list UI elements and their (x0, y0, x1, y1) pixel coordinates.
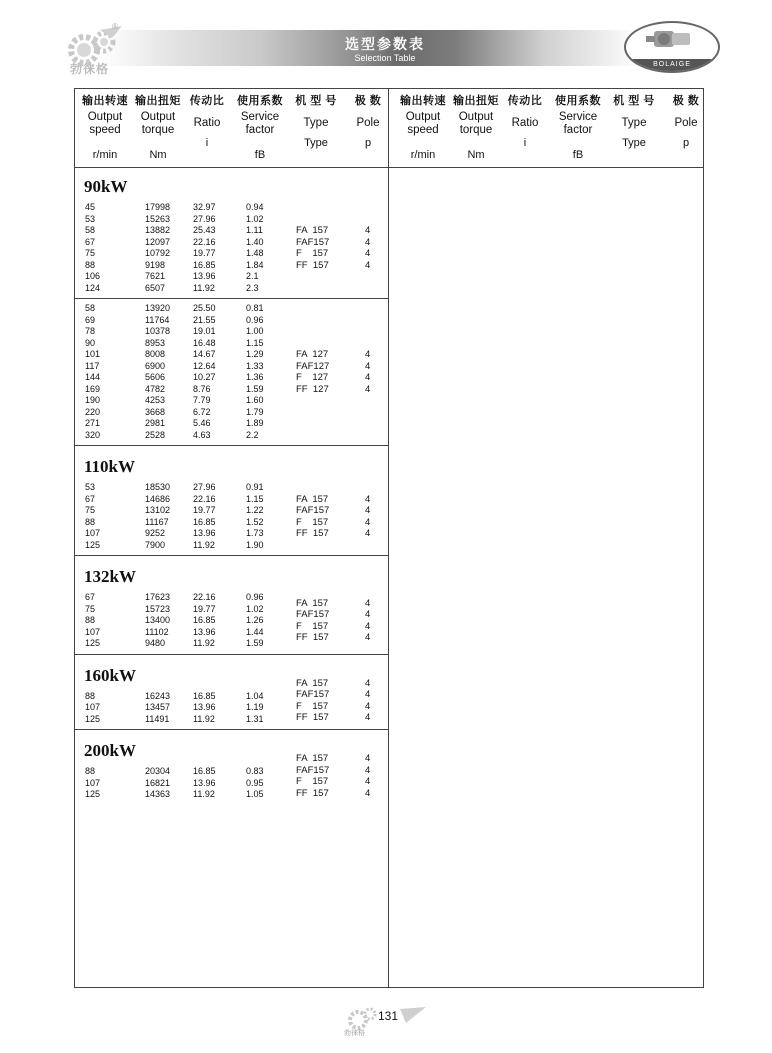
table-cell: 13920 (145, 303, 171, 313)
table-cell: 9480 (145, 638, 166, 648)
table-cell: 2.1 (246, 271, 259, 281)
section-divider (74, 555, 389, 556)
table-cell: 3668 (145, 406, 166, 417)
table-cell: 17998 (145, 202, 171, 212)
pole-value: 4 (365, 712, 371, 723)
pole-value: 4 (365, 620, 371, 632)
table-cell: 271 (85, 418, 101, 428)
table-cell: 124 (85, 282, 101, 293)
table-cell: 16.85 (193, 690, 216, 701)
table-cell: 220 (85, 406, 101, 417)
table-cell: 22.16 (193, 236, 216, 247)
table-cell: 117 (85, 360, 100, 371)
column-header-en-line2: factor (563, 124, 593, 136)
pole-value: 4 (365, 372, 371, 383)
pole-value: 4 (365, 776, 371, 787)
table-cell: 17623 (145, 592, 171, 602)
gearbox-icon (626, 23, 718, 59)
type-label: FF 157 (296, 632, 329, 644)
table-cell: 9198 (145, 259, 166, 270)
column-header-en-line2: torque (459, 124, 493, 136)
pole-value: 4 (365, 248, 371, 259)
table-cell: 11.92 (193, 282, 215, 293)
column-header-service-right (548, 95, 608, 162)
column-header-en-line1: Type (303, 117, 329, 129)
table-cell: 1.00 (246, 326, 264, 336)
column-header-en-line2: factor (245, 124, 275, 136)
pole-value: 4 (365, 259, 371, 271)
table-cell: 75 (85, 505, 96, 515)
table-cell: 67 (85, 493, 96, 504)
table-cell: 125 (85, 638, 101, 648)
table-cell: 8953 (145, 337, 166, 348)
table-cell: 169 (85, 383, 101, 394)
column-header-type-right (604, 95, 664, 150)
column-header-unit: Type (622, 137, 646, 149)
column-header-en-line1: Pole (356, 117, 380, 129)
type-label: FAF127 (296, 360, 330, 372)
column-header-en (393, 111, 453, 137)
column-header-unit: Nm (149, 149, 167, 161)
table-cell: 58 (85, 225, 96, 235)
column-header-zh: 输出扭矩 (453, 95, 499, 107)
table-cell: 106 (85, 271, 101, 281)
table-cell: 18530 (145, 482, 171, 492)
table-cell: 10.27 (193, 372, 216, 382)
column-header-en (177, 111, 237, 137)
pole-value: 4 (365, 383, 371, 395)
table-cell: 1.84 (246, 259, 264, 270)
column-header-en-line1: Type (621, 117, 647, 129)
section-divider (74, 729, 389, 730)
column-header-en-line1: Output (458, 111, 494, 123)
type-label: FF 157 (296, 259, 329, 271)
registered-mark: ® (112, 22, 118, 31)
table-cell: 0.91 (246, 482, 264, 492)
type-label: FA 157 (296, 493, 329, 505)
table-cell: 320 (85, 429, 101, 440)
table-cell: 1.60 (246, 395, 264, 405)
column-header-unit: i (205, 137, 209, 149)
table-cell: 144 (85, 372, 101, 382)
table-cell: 67 (85, 592, 96, 602)
table-cell: 88 (85, 516, 96, 527)
table-cell: 1.79 (246, 406, 264, 417)
pole-value: 4 (365, 505, 371, 516)
table-cell: 2.2 (246, 429, 259, 440)
column-header-en (230, 111, 290, 137)
table-cell: 16821 (145, 777, 171, 788)
table-cell: 16.85 (193, 516, 216, 527)
column-header-zh: 使用系数 (555, 95, 601, 107)
table-cell: 1.52 (246, 516, 264, 527)
table-cell: 7.79 (193, 395, 211, 405)
table-cell: 16243 (145, 690, 171, 701)
section-divider (74, 445, 389, 446)
pole-value: 4 (365, 528, 371, 539)
type-label: F 157 (296, 248, 329, 259)
table-cell: 2.3 (246, 282, 259, 293)
table-cell: 11.92 (193, 638, 215, 648)
table-cell: 7621 (145, 271, 166, 281)
section-title: 160kW (84, 665, 136, 685)
type-label: FA 157 (296, 677, 329, 689)
pole-value: 4 (365, 493, 371, 505)
table-cell: 0.81 (246, 303, 264, 313)
table-cell: 6.72 (193, 406, 211, 417)
table-cell: 88 (85, 615, 96, 625)
type-label: FAF157 (296, 236, 330, 248)
table-cell: 1.73 (246, 528, 264, 538)
column-header-zh: 机 型 号 (613, 95, 655, 107)
table-cell: 1.15 (246, 493, 264, 504)
column-header-pole-left (338, 95, 398, 150)
column-header-en (548, 111, 608, 137)
column-header-en (338, 111, 398, 137)
table-cell: 1.05 (246, 789, 264, 799)
table-cell: 19.01 (193, 326, 216, 336)
table-cell: 11102 (145, 626, 169, 637)
table-cell: 16.48 (193, 337, 216, 348)
column-header-speed-right (393, 95, 453, 162)
pole-value: 4 (365, 597, 371, 609)
table-cell: 10378 (145, 326, 171, 336)
table-cell: 53 (85, 482, 96, 492)
type-label: FA 157 (296, 753, 329, 764)
column-header-ratio-left (177, 95, 237, 150)
table-cell: 1.59 (246, 638, 264, 648)
group-divider (74, 298, 389, 299)
pole-value: 4 (365, 236, 371, 248)
column-header-en (75, 111, 135, 137)
table-cell: 1.89 (246, 418, 264, 428)
type-label: FA 157 (296, 225, 329, 236)
pole-value: 4 (365, 689, 371, 700)
table-cell: 15263 (145, 213, 171, 224)
brand-name-cn: 勃徕格 (70, 62, 110, 76)
table-cell: 2528 (145, 429, 166, 440)
pole-value: 4 (365, 360, 371, 372)
table-cell: 32.97 (193, 202, 216, 212)
table-cell: 88 (85, 259, 96, 270)
table-cell: 1.90 (246, 539, 264, 550)
pole-value: 4 (365, 787, 371, 799)
table-cell: 11.92 (193, 539, 215, 550)
type-label: FF 127 (296, 383, 329, 395)
table-cell: 12.64 (193, 360, 216, 371)
table-cell: 19.77 (193, 248, 216, 258)
section-title: 110kW (84, 457, 136, 476)
table-cell: 107 (85, 702, 101, 712)
section-title: 200kW (84, 741, 136, 760)
column-header-unit: fB (572, 149, 584, 161)
table-cell: 4.63 (193, 429, 211, 440)
table-cell: 7900 (145, 539, 166, 550)
type-label: FAF157 (296, 505, 330, 516)
table-cell: 0.94 (246, 202, 264, 212)
table-cell: 11764 (145, 314, 170, 325)
column-header-ratio-right (495, 95, 555, 150)
type-label: F 157 (296, 776, 329, 787)
table-cell: 13.96 (193, 702, 216, 712)
table-cell: 0.96 (246, 314, 264, 325)
table-cell: 125 (85, 713, 101, 724)
table-cell: 27.96 (193, 482, 216, 492)
page-title: 选型参数表 (345, 37, 425, 53)
type-label: F 127 (296, 372, 329, 383)
table-cell: 88 (85, 690, 96, 701)
column-header-unit: Nm (467, 149, 485, 161)
table-cell: 5606 (145, 372, 166, 382)
column-header-en (656, 111, 716, 137)
table-cell: 107 (85, 626, 101, 637)
table-cell: 16.85 (193, 766, 216, 776)
table-cell: 16.85 (193, 259, 216, 270)
table-cell: 5.46 (193, 418, 211, 428)
pole-value: 4 (365, 632, 371, 644)
table-cell: 4782 (145, 383, 166, 394)
pole-value: 4 (365, 516, 371, 528)
table-cell: 11491 (145, 713, 170, 724)
table-cell: 13.96 (193, 777, 216, 788)
table-cell: 13102 (145, 505, 171, 515)
table-cell: 1.44 (246, 626, 264, 637)
table-cell: 125 (85, 789, 101, 799)
table-cell: 25.43 (193, 225, 216, 235)
table-cell: 1.29 (246, 349, 264, 359)
table-cell: 1.40 (246, 236, 264, 247)
table-cell: 1.26 (246, 615, 264, 625)
column-header-en (604, 111, 664, 137)
column-header-zh: 使用系数 (237, 95, 283, 107)
column-header-en-line1: Output (405, 111, 441, 123)
pole-value: 4 (365, 349, 371, 360)
table-cell: 13.96 (193, 528, 216, 538)
table-cell: 1.22 (246, 505, 264, 515)
table-cell: 69 (85, 314, 96, 325)
table-cell: 8008 (145, 349, 166, 359)
type-label: F 157 (296, 700, 329, 712)
column-header-unit: i (523, 137, 527, 149)
table-cell: 15723 (145, 603, 171, 614)
table-cell: 125 (85, 539, 101, 550)
table-cell: 1.59 (246, 383, 264, 394)
table-cell: 75 (85, 603, 96, 614)
column-header-zh: 极 数 (672, 95, 700, 107)
column-header-zh: 极 数 (354, 95, 382, 107)
table-cell: 45 (85, 202, 96, 212)
column-header-en (286, 111, 346, 137)
type-label: FAF157 (296, 764, 330, 776)
table-cell: 1.11 (246, 225, 263, 235)
pole-value: 4 (365, 677, 371, 689)
table-cell: 1.31 (246, 713, 264, 724)
table-cell: 10792 (145, 248, 171, 258)
type-label: FA 127 (296, 349, 329, 360)
table-cell: 11.92 (193, 713, 215, 724)
column-header-en-line2: speed (407, 124, 439, 136)
pole-value: 4 (365, 700, 371, 712)
column-header-unit: fB (254, 149, 266, 161)
table-cell: 1.19 (246, 702, 264, 712)
type-label: FAF157 (296, 609, 330, 621)
table-cell: 1.04 (246, 690, 264, 701)
section-title: 90kW (84, 177, 128, 196)
table-cell: 1.15 (246, 337, 264, 348)
type-label: F 157 (296, 620, 329, 632)
table-cell: 13.96 (193, 271, 216, 281)
table-cell: 0.95 (246, 777, 264, 788)
table-cell: 0.83 (246, 766, 264, 776)
table-cell: 190 (85, 395, 101, 405)
table-cell: 9252 (145, 528, 166, 538)
type-label: FAF157 (296, 689, 330, 700)
column-header-speed-left (75, 95, 135, 162)
table-cell: 107 (85, 777, 101, 788)
brand-badge (624, 21, 720, 73)
section-divider (74, 654, 389, 655)
column-header-en-line1: Service (558, 111, 598, 123)
pole-value: 4 (365, 764, 371, 776)
pole-value: 4 (365, 753, 371, 764)
type-label: FF 157 (296, 528, 329, 539)
column-divider (388, 88, 389, 988)
table-cell: 12097 (145, 236, 171, 247)
type-label: FF 157 (296, 787, 329, 799)
column-header-zh: 传动比 (507, 95, 543, 107)
column-header-zh: 输出扭矩 (135, 95, 181, 107)
column-header-unit: p (364, 137, 372, 149)
column-header-unit: r/min (410, 149, 436, 161)
column-header-zh: 输出转速 (82, 95, 128, 107)
column-header-en (495, 111, 555, 137)
column-header-pole-right (656, 95, 716, 150)
table-cell: 14686 (145, 493, 171, 504)
column-header-en-line1: Ratio (193, 117, 221, 129)
table-cell: 2981 (145, 418, 166, 428)
table-cell: 58 (85, 303, 96, 313)
table-cell: 22.16 (193, 592, 216, 602)
table-cell: 4253 (145, 395, 166, 405)
column-header-en-line1: Pole (674, 117, 698, 129)
table-cell: 11167 (145, 516, 169, 527)
table-cell: 1.48 (246, 248, 264, 258)
table-cell: 8.76 (193, 383, 211, 394)
table-cell: 1.02 (246, 603, 264, 614)
column-header-unit: p (682, 137, 690, 149)
page-number: 131 (378, 1009, 399, 1023)
table-cell: 14.67 (193, 349, 216, 359)
table-cell: 6507 (145, 282, 166, 293)
table-cell: 0.96 (246, 592, 264, 602)
table-cell: 53 (85, 213, 96, 224)
column-header-unit: r/min (92, 149, 118, 161)
column-header-en-line2: torque (141, 124, 175, 136)
table-cell: 101 (85, 349, 101, 359)
column-header-zh: 机 型 号 (295, 95, 337, 107)
column-header-zh: 输出转速 (400, 95, 446, 107)
table-cell: 27.96 (193, 213, 216, 224)
footer-arrow-icon (400, 1007, 426, 1023)
column-header-unit: Type (304, 137, 328, 149)
table-cell: 6900 (145, 360, 166, 371)
page-subtitle: Selection Table (354, 53, 416, 63)
column-header-en-line2: speed (89, 124, 121, 136)
table-cell: 75 (85, 248, 96, 258)
section-title: 132kW (84, 567, 136, 586)
table-cell: 90 (85, 337, 96, 348)
table-cell: 1.33 (246, 360, 264, 371)
column-header-en-line1: Ratio (511, 117, 539, 129)
pole-value: 4 (365, 609, 371, 621)
table-cell: 13400 (145, 615, 171, 625)
brand-badge-label: BOLAIGE (626, 59, 718, 71)
table-cell: 19.77 (193, 505, 216, 515)
column-header-service-left (230, 95, 290, 162)
column-header-en-line1: Service (240, 111, 280, 123)
header-divider (74, 167, 704, 168)
table-cell: 1.02 (246, 213, 264, 224)
table-cell: 1.36 (246, 372, 264, 382)
table-cell: 21.55 (193, 314, 216, 325)
table-cell: 107 (85, 528, 101, 538)
table-cell: 19.77 (193, 603, 216, 614)
table-cell: 13882 (145, 225, 171, 235)
column-header-zh: 传动比 (189, 95, 225, 107)
table-cell: 22.16 (193, 493, 216, 504)
column-header-type-left (286, 95, 346, 150)
table-cell: 13.96 (193, 626, 216, 637)
footer-brand-cn: 勃徕格 (344, 1030, 365, 1037)
type-label: FA 157 (296, 597, 329, 609)
pole-value: 4 (365, 225, 371, 236)
table-cell: 13457 (145, 702, 171, 712)
type-label: FF 157 (296, 712, 329, 723)
type-label: F 157 (296, 516, 329, 528)
table-cell: 14363 (145, 789, 171, 799)
column-header-en-line1: Output (87, 111, 123, 123)
table-cell: 67 (85, 236, 96, 247)
table-cell: 11.92 (193, 789, 215, 799)
table-cell: 16.85 (193, 615, 216, 625)
column-header-en-line1: Output (140, 111, 176, 123)
table-cell: 88 (85, 766, 96, 776)
table-cell: 78 (85, 326, 96, 336)
table-cell: 20304 (145, 766, 171, 776)
table-cell: 25.50 (193, 303, 216, 313)
